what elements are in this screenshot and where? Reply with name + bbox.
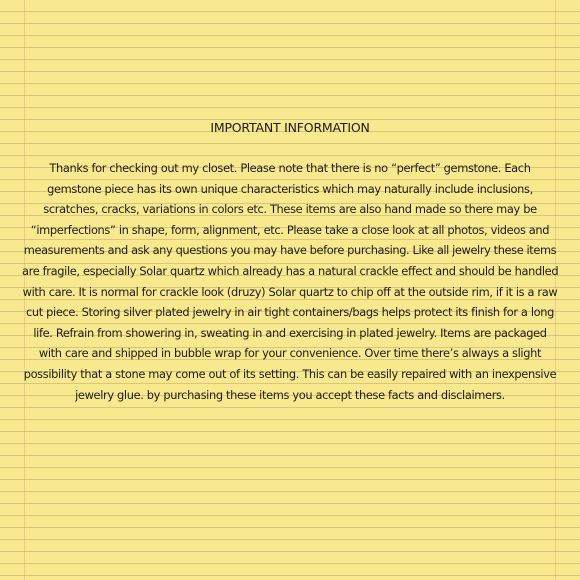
notice-line: measurements and ask any questions you may have before purchasing. Like all jewelry these items [23, 243, 557, 258]
notice-line: scratches, cracks, variations in colors etc. These items are also hand made so there may be [43, 202, 537, 217]
notice-line: “imperfections” in shape, form, alignment, etc. Please take a close look at all photos, videos and [30, 222, 550, 237]
notice-line: cut piece. Storing silver plated jewelry in air tight containers/bags helps protect its finish for a long [25, 305, 555, 320]
notice-line: with care. It is normal for crackle look (druzy) Solar quartz to chip off at the outside rim, if it is a raw [22, 284, 558, 299]
notice-line: jewelry glue. by purchasing these items you accept these facts and disclaimers. [75, 387, 505, 402]
notice-content [22, 118, 558, 405]
notice-body [22, 158, 558, 405]
notice-line: life. Refrain from showering in, sweating in and exercising in plated jewelry. Items are packaged [33, 325, 547, 340]
notice-line: with care and shipped in bubble wrap for your convenience. Over time there’s always a slight [38, 346, 542, 361]
notice-line: gemstone piece has its own unique characteristics which may naturally include inclusions, [47, 181, 533, 196]
notice-line: are fragile, especially Solar quartz which already has a natural crackle effect and should be handled [22, 263, 559, 278]
notice-line: Thanks for checking out my closet. Please note that there is no “perfect” gemstone. Each [49, 161, 531, 175]
notice-title: IMPORTANT INFORMATION [210, 120, 370, 135]
notice-line: possibility that a stone may come out of its setting. This can be easily repaired with an inexpensive [23, 366, 557, 381]
